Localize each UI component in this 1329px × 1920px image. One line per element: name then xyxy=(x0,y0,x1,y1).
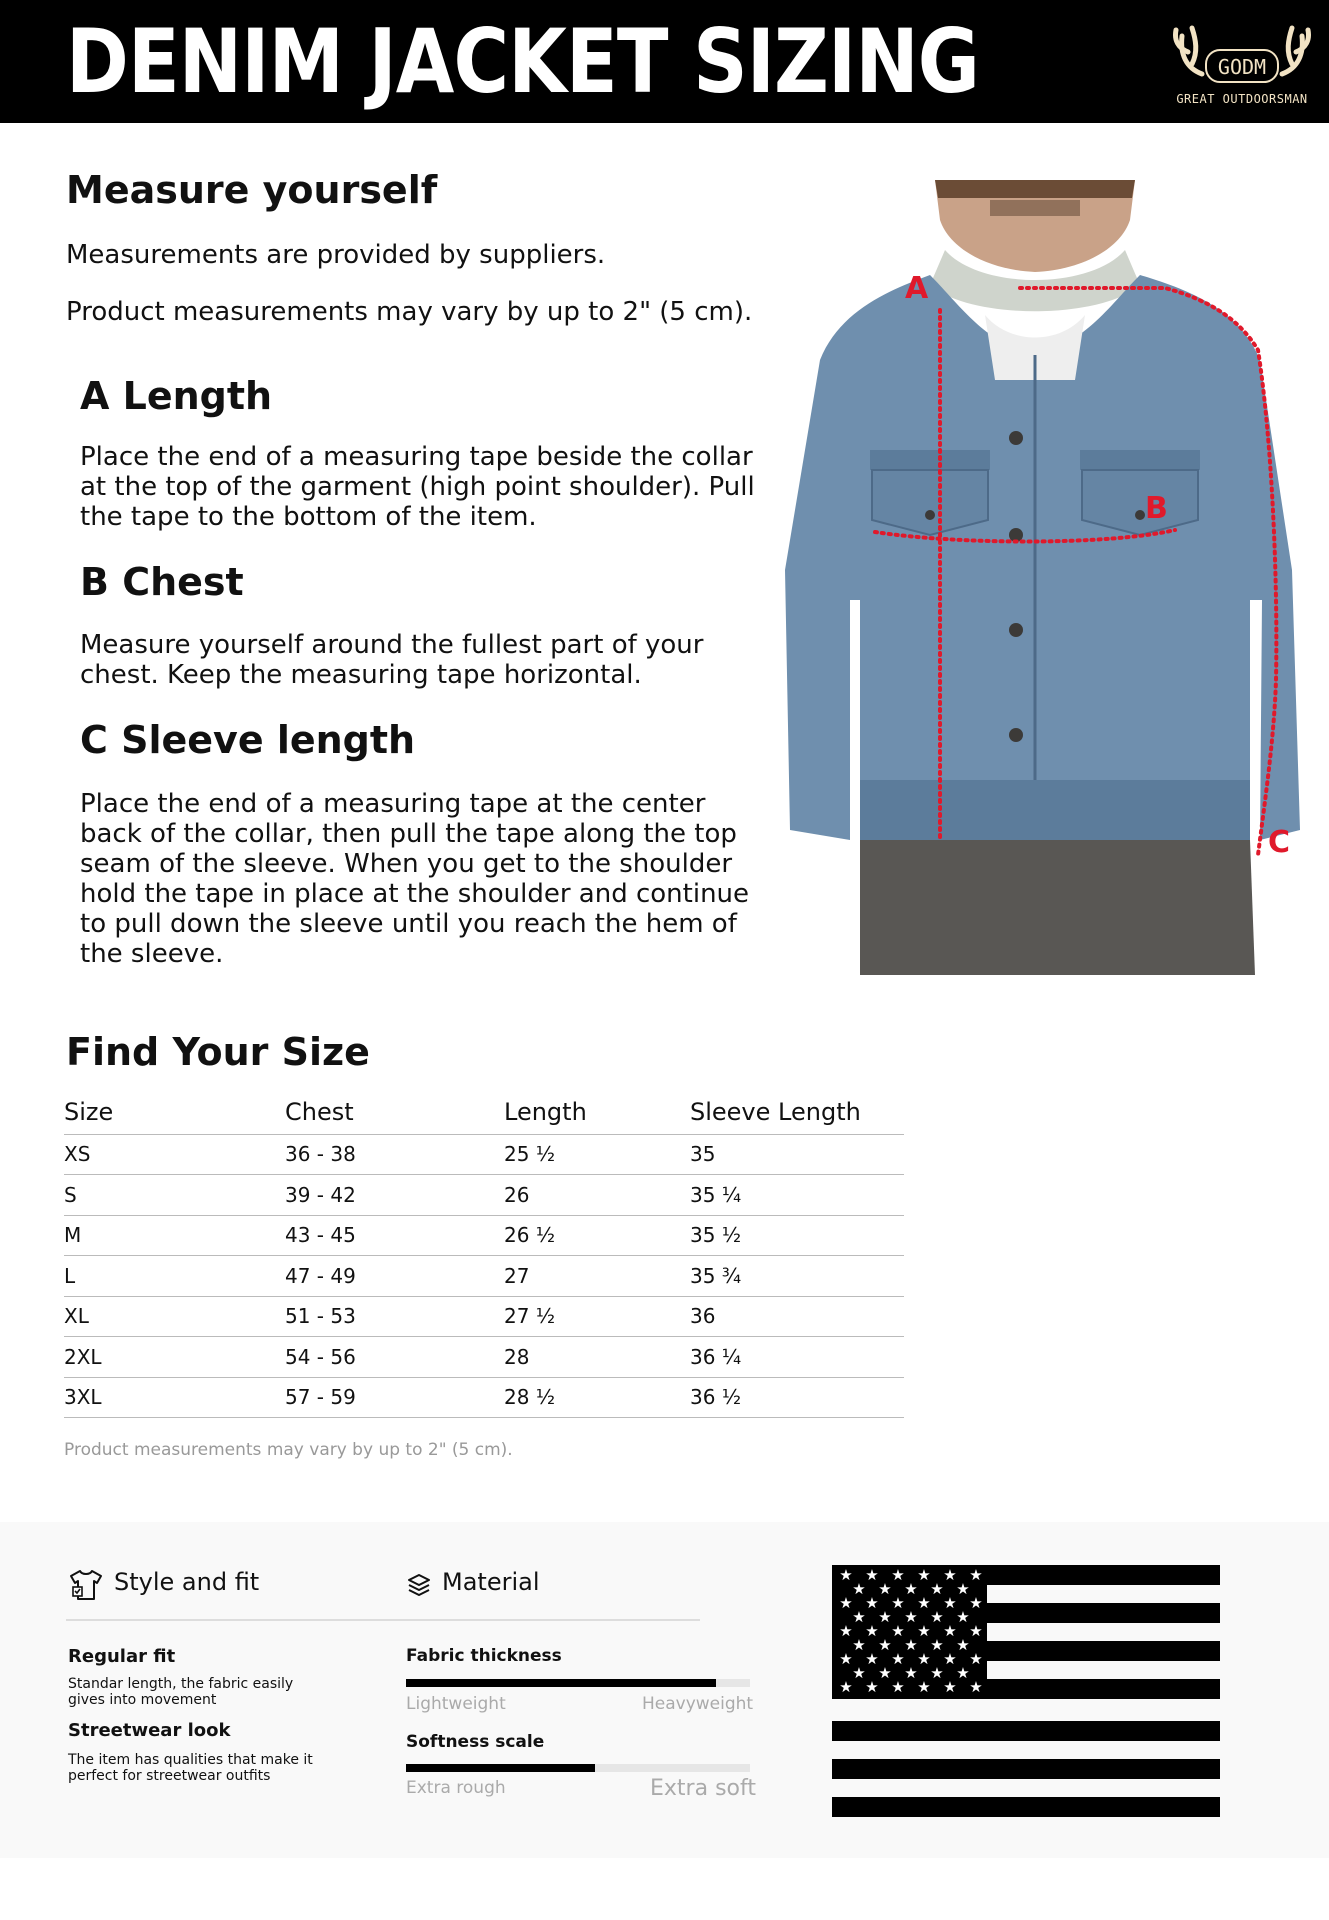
header-banner xyxy=(0,0,1329,123)
svg-text:GODM: GODM xyxy=(1217,55,1267,79)
table-cell: 35 ¼ xyxy=(690,1175,904,1216)
flag-star: ★ xyxy=(865,1566,879,1584)
us-flag-image xyxy=(832,1565,1220,1817)
table-cell: 36 ¼ xyxy=(690,1337,904,1378)
flag-star: ★ xyxy=(865,1594,879,1612)
table-cell: XL xyxy=(64,1296,285,1337)
softness-level xyxy=(406,1764,595,1772)
layers-icon xyxy=(406,1572,432,1598)
flag-star: ★ xyxy=(891,1622,905,1640)
table-cell: 3XL xyxy=(64,1377,285,1418)
table-cell: 27 ½ xyxy=(504,1296,690,1337)
flag-star: ★ xyxy=(839,1622,853,1640)
flag-star: ★ xyxy=(878,1636,892,1654)
flag-star: ★ xyxy=(943,1622,957,1640)
table-cell: 26 xyxy=(504,1175,690,1216)
svg-text:A: A xyxy=(905,271,929,306)
flag-star: ★ xyxy=(956,1608,970,1626)
look-description: The item has qualities that make it perfect for streetwear outfits xyxy=(68,1752,313,1784)
flag-star: ★ xyxy=(917,1566,931,1584)
softness-scale xyxy=(406,1764,750,1772)
table-cell: S xyxy=(64,1175,285,1216)
table-row xyxy=(64,1377,904,1418)
flag-star: ★ xyxy=(904,1664,918,1682)
thickness-level xyxy=(406,1679,716,1687)
table-row xyxy=(64,1175,904,1216)
svg-text:B: B xyxy=(1145,491,1168,526)
flag-star: ★ xyxy=(956,1664,970,1682)
table-header-row xyxy=(64,1090,904,1134)
sleeve-heading: C Sleeve length xyxy=(80,718,416,762)
sleeve-description: Place the end of a measuring tape at the center back of the collar, then pull the tape along the top seam of the sleeve. When you get to the shoulder hold the tape in place at the shoulder and continue to pull down the sleeve until you reach the hem of the sleeve. xyxy=(80,789,750,969)
softness-min-label: Extra rough xyxy=(406,1778,506,1798)
svg-text:C: C xyxy=(1268,825,1291,860)
variance-note: Product measurements may vary by up to 2" (5 cm). xyxy=(66,297,753,327)
flag-star: ★ xyxy=(878,1608,892,1626)
table-cell: 2XL xyxy=(64,1337,285,1378)
flag-star: ★ xyxy=(852,1636,866,1654)
flag-star: ★ xyxy=(904,1580,918,1598)
thickness-max-label: Heavyweight xyxy=(642,1694,754,1714)
table-cell: 28 xyxy=(504,1337,690,1378)
table-cell: 36 ½ xyxy=(690,1377,904,1418)
fit-title: Regular fit xyxy=(68,1646,176,1667)
table-row xyxy=(64,1134,904,1175)
table-row xyxy=(64,1337,904,1378)
table-cell: 35 xyxy=(690,1134,904,1175)
divider xyxy=(66,1619,700,1621)
table-cell: XS xyxy=(64,1134,285,1175)
size-table-heading: Find Your Size xyxy=(66,1030,370,1074)
softness-max-label: Extra soft xyxy=(650,1776,756,1801)
flag-star: ★ xyxy=(852,1580,866,1598)
flag-star: ★ xyxy=(852,1608,866,1626)
column-header-size: Size xyxy=(64,1090,285,1134)
thickness-title: Fabric thickness xyxy=(406,1646,562,1666)
flag-star: ★ xyxy=(943,1566,957,1584)
table-cell: 36 xyxy=(690,1296,904,1337)
flag-star: ★ xyxy=(852,1664,866,1682)
table-cell: 51 - 53 xyxy=(285,1296,504,1337)
table-row xyxy=(64,1256,904,1297)
table-cell: 35 ½ xyxy=(690,1215,904,1256)
flag-star: ★ xyxy=(930,1580,944,1598)
table-cell: 39 - 42 xyxy=(285,1175,504,1216)
flag-star: ★ xyxy=(878,1580,892,1598)
table-cell: 47 - 49 xyxy=(285,1256,504,1297)
column-header-chest: Chest xyxy=(285,1090,504,1134)
flag-star: ★ xyxy=(969,1622,983,1640)
flag-star: ★ xyxy=(904,1608,918,1626)
length-heading: A Length xyxy=(80,374,273,418)
fit-description: Standar length, the fabric easily gives into movement xyxy=(68,1676,294,1708)
flag-star: ★ xyxy=(904,1636,918,1654)
flag-star: ★ xyxy=(839,1650,853,1668)
table-cell: L xyxy=(64,1256,285,1297)
softness-title: Softness scale xyxy=(406,1732,545,1752)
table-cell: 36 - 38 xyxy=(285,1134,504,1175)
length-description: Place the end of a measuring tape beside the collar at the top of the garment (high point shoulder). Pull the tape to the bottom of the item. xyxy=(80,442,755,532)
table-row xyxy=(64,1296,904,1337)
look-title: Streetwear look xyxy=(68,1720,231,1741)
flag-star: ★ xyxy=(865,1622,879,1640)
table-cell: 43 - 45 xyxy=(285,1215,504,1256)
chest-heading: B Chest xyxy=(80,560,244,604)
tshirt-icon xyxy=(68,1568,104,1602)
flag-star: ★ xyxy=(969,1678,983,1696)
flag-star: ★ xyxy=(865,1650,879,1668)
flag-star: ★ xyxy=(930,1608,944,1626)
supplier-note: Measurements are provided by suppliers. xyxy=(66,240,606,270)
table-cell: 57 - 59 xyxy=(285,1377,504,1418)
flag-star: ★ xyxy=(969,1566,983,1584)
flag-star: ★ xyxy=(969,1650,983,1668)
table-cell: 26 ½ xyxy=(504,1215,690,1256)
table-cell: 28 ½ xyxy=(504,1377,690,1418)
table-row xyxy=(64,1215,904,1256)
measure-heading: Measure yourself xyxy=(66,168,438,212)
column-header-sleeve: Sleeve Length xyxy=(690,1090,904,1134)
flag-star: ★ xyxy=(956,1636,970,1654)
logo-tagline: GREAT OUTDOORSMAN xyxy=(1176,92,1308,106)
flag-star: ★ xyxy=(930,1664,944,1682)
flag-star: ★ xyxy=(891,1678,905,1696)
flag-star: ★ xyxy=(956,1580,970,1598)
flag-star: ★ xyxy=(839,1594,853,1612)
flag-star: ★ xyxy=(891,1650,905,1668)
flag-star: ★ xyxy=(917,1678,931,1696)
flag-star: ★ xyxy=(969,1594,983,1612)
flag-star: ★ xyxy=(917,1622,931,1640)
flag-star: ★ xyxy=(943,1678,957,1696)
flag-star: ★ xyxy=(930,1636,944,1654)
flag-star: ★ xyxy=(891,1594,905,1612)
style-fit-heading: Style and fit xyxy=(114,1568,260,1596)
size-chart xyxy=(64,1090,904,1418)
flag-star: ★ xyxy=(891,1566,905,1584)
column-header-length: Length xyxy=(504,1090,690,1134)
flag-star: ★ xyxy=(943,1650,957,1668)
table-cell: 25 ½ xyxy=(504,1134,690,1175)
flag-star: ★ xyxy=(839,1678,853,1696)
flag-star: ★ xyxy=(917,1594,931,1612)
table-cell: 54 - 56 xyxy=(285,1337,504,1378)
table-cell: M xyxy=(64,1215,285,1256)
flag-star: ★ xyxy=(839,1566,853,1584)
chest-description: Measure yourself around the fullest part of your chest. Keep the measuring tape horizontal. xyxy=(80,630,704,690)
flag-star: ★ xyxy=(878,1664,892,1682)
jacket-diagram xyxy=(780,180,1305,975)
table-footnote: Product measurements may vary by up to 2" (5 cm). xyxy=(64,1440,513,1460)
thickness-scale xyxy=(406,1679,750,1687)
material-heading: Material xyxy=(442,1568,540,1596)
table-cell: 27 xyxy=(504,1256,690,1297)
flag-star: ★ xyxy=(917,1650,931,1668)
flag-star: ★ xyxy=(943,1594,957,1612)
thickness-min-label: Lightweight xyxy=(406,1694,506,1714)
page-title: DENIM JACKET SIZING xyxy=(66,10,980,113)
flag-star: ★ xyxy=(865,1678,879,1696)
table-cell: 35 ¾ xyxy=(690,1256,904,1297)
